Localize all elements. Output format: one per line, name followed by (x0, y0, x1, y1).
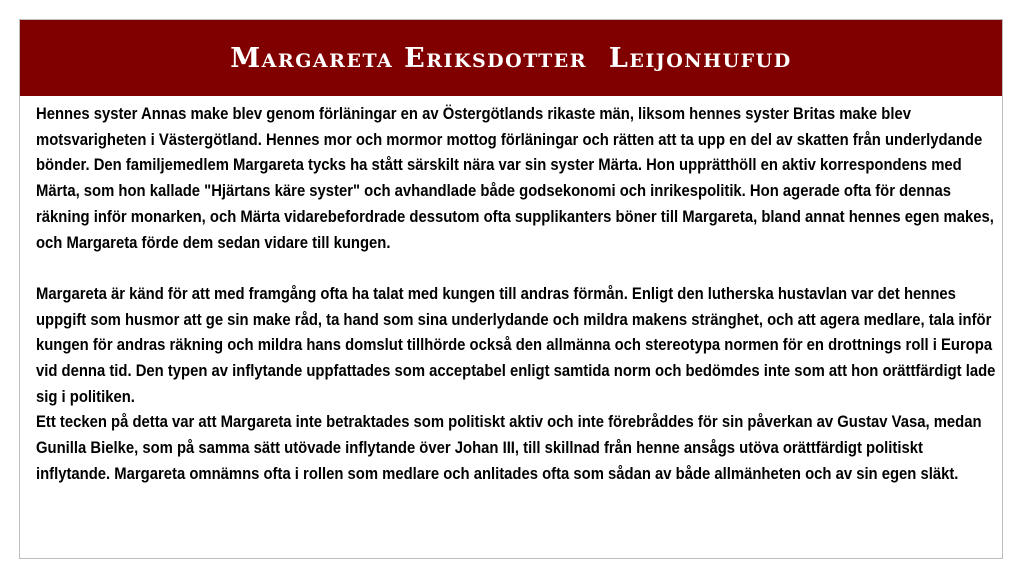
paragraph-3: Ett tecken på detta var att Margareta inte betraktades som politiskt aktiv och inte förebråddes för sin påverkan av Gustav Vasa, medan Gunilla Bielke, som på samma sätt utövade inflytande över Johan III, till skillnad från henne ansågs utöva orättfärdigt politiskt inflytande. Margareta omnämns ofta i rollen som medlare och anlitades ofta som sådan av både allmänheten och av sin egen släkt. (36, 413, 982, 483)
paragraph-2: Margareta är känd för att med framgång ofta ha talat med kungen till andras förmån. Enligt den lutherska hustavlan var det hennes uppgift som husmor att ge sin make råd, ta hand som sina underlydande och mildra makens stränghet, och att agera medlare, tala inför kungen för andras räkning och mildra hans domslut tillhörde också den allmänna och stereotypa normen för en drottnings roll i Europa vid denna tid. Den typen av inflytande uppfattades som acceptabel enligt samtida norm och bedömdes inte som att hon orättfärdigt lade sig i politiken. (36, 284, 996, 406)
slide-body (36, 102, 998, 488)
slide (19, 19, 1003, 559)
title-bar (20, 20, 1002, 96)
slide-title: Margareta Eriksdotter Leijonhufud (230, 42, 792, 74)
paragraph-1: Hennes syster Annas make blev genom förläningar en av Östergötlands rikaste män, liksom hennes syster Britas make blev motsvarigheten i Västergötland. Hennes mor och mormor mottog förläningar och rätten att ta upp en del av skatten från underlydande bönder. Den familjemedlem Margareta tycks ha stått särskilt nära var sin syster Märta. Hon upprätthöll en aktiv korrespondens med Märta, som hon kallade "Hjärtans käre syster" och avhandlade både godsekonomi och inrikespolitik. Hon agerade ofta för dennas räkning inför monarken, och Märta vidarebefordrade dessutom ofta supplikanters böner till Margareta, bland annat hennes egen makes, och Margareta förde dem sedan vidare till kungen. (36, 105, 994, 252)
